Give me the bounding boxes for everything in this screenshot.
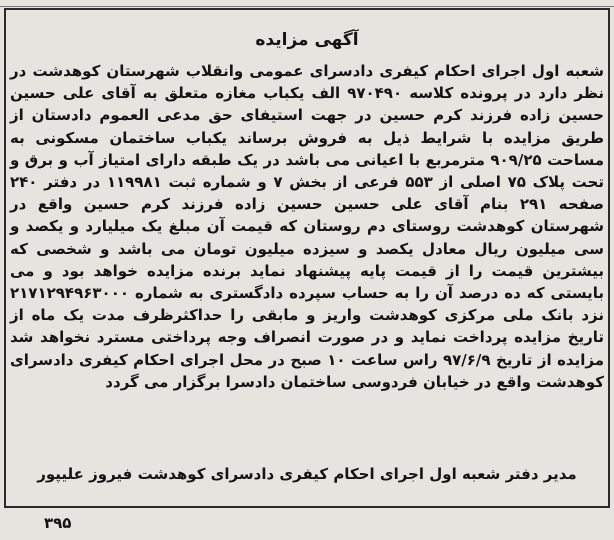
top-border xyxy=(0,0,614,7)
notice-body xyxy=(10,60,604,393)
notice-title: آگهی مزایده xyxy=(255,30,359,50)
notice-signature: مدیر دفتر شعبه اول اجرای احکام کیفری دادسرای کوهدشت فیروز علیپور xyxy=(37,465,577,483)
notice-body-paragraph: شعبه اول اجرای احکام کیفری دادسرای عمومی وانقلاب شهرستان کوهدشت در نظر دارد در پرونده کلاسه ۹۷۰۴۹۰ الف یکباب مغازه متعلق به آقای علی حسین حسین زاده فرزند کرم حسین در جهت استیفای حق مدعی العموم دادستان از طریق مزایده با شرایط ذیل به فروش برساند یکباب ساختمان مسکونی به مساحت ۹۰۹/۲۵ مترمربع با اعیانی می باشد در یک طبقه دارای امتیاز آب و برق و تحت پلاک ۷۵ اصلی از ۵۵۳ فرعی از بخش ۷ و شماره ثبت ۱۱۹۹۸۱ در دفتر ۲۴۰ صفحه ۲۹۱ بنام آقای علی حسین حسین زاده فرزند کرم حسین واقع در شهرستان کوهدشت روستای دم روستان که قیمت آن مبلغ یک میلیارد و یکصد و سی میلیون ریال معادل یکصد و سیزده میلیون تومان می باشد و شخصی که بیشترین قیمت را از قیمت پایه پیشنهاد نماید برنده مزایده خواهد بود و می بایستی که ده درصد آن را به حساب سپرده دادگستری به شماره ۲۱۷۱۲۹۴۹۶۳۰۰۰ نزد بانک ملی مرکزی کوهدشت واریز و مابقی را حداکثرظرف مدت یک ماه از تاریخ مزایده پرداخت نماید و در صورت انصراف وجه پرداختی مسترد نخواهد شد مزایده از تاریخ ۹۷/۶/۹ راس ساعت ۱۰ صبح در محل اجرای احکام کیفری دادسرای کوهدشت واقع در خیابان فردوسی ساختمان دادسرا برگزار می گردد xyxy=(10,62,605,391)
page-number: ۳۹۵ xyxy=(44,514,72,532)
